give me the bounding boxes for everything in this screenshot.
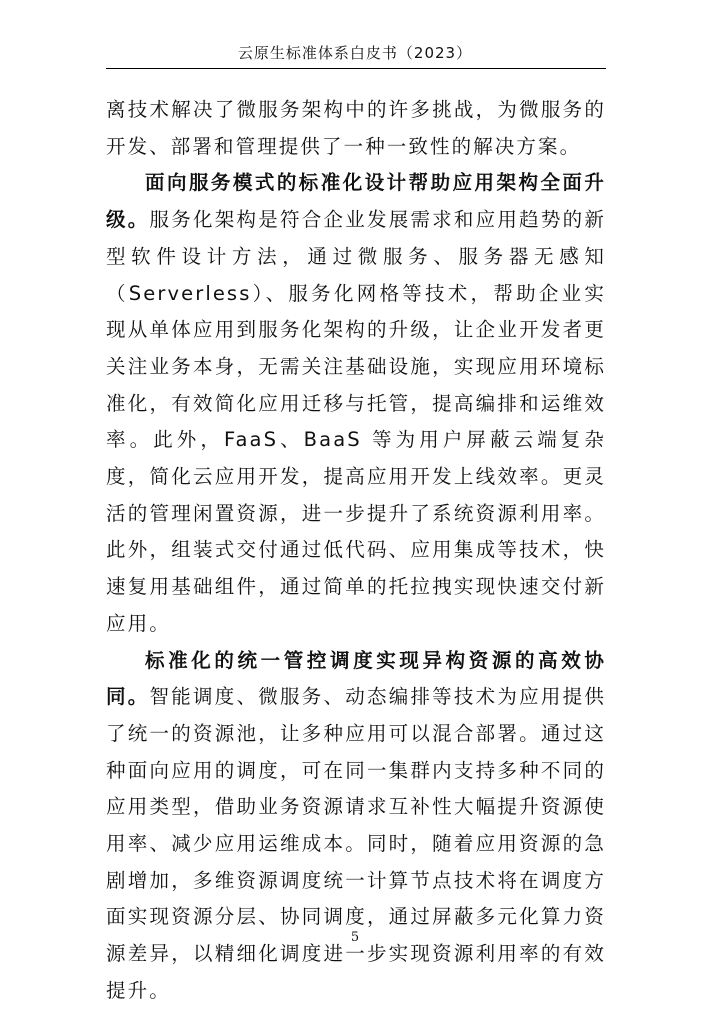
header-divider — [106, 68, 606, 69]
paragraph-text: 服务化架构是符合企业发展需求和应用趋势的新型软件设计方法，通过微服务、服务器无感知（Serverless）、服务化网格等技术，帮助企业实现从单体应用到服务化架构的升级，让企业开发者更关注业务本身，无需关注基础设施，实现应用环境标准化，有效简化应用迁移与托管，提高编排和运维效率。此外，FaaS、BaaS 等为用户屏蔽云端复杂度，简化云应用开发，提高应用开发上线效率。更灵活的管理闲置资源，进一步提升了系统资源利用率。此外，组装式交付通过低代码、应用集成等技术，快速复用基础组件，通过简单的托拉拽实现快速交付新应用。 — [106, 208, 606, 635]
paragraph-continuation — [106, 92, 606, 165]
paragraph-lead-heading: 面向服务模式的标准化设计帮助应用架构全面升级。 — [106, 171, 606, 232]
paragraph-service-architecture — [106, 165, 606, 642]
document-body — [106, 92, 606, 1010]
paragraph-text: 离技术解决了微服务架构中的许多挑战，为微服务的开发、部署和管理提供了一种一致性的解决方案。 — [106, 98, 606, 158]
paragraph-lead-heading: 标准化的统一管控调度实现异构资源的高效协同。 — [106, 648, 606, 709]
page-number: 5 — [350, 930, 360, 945]
paragraph-text: 智能调度、微服务、动态编排等技术为应用提供了统一的资源池，让多种应用可以混合部署。通过这种面向应用的调度，可在同一集群内支持多种不同的应用类型，借助业务资源请求互补性大幅提升资源使用率、减少应用运维成本。同时，随着应用资源的急剧增加，多维资源调度统一计算节点技术将在调度方面实现资源分层、协同调度，通过屏蔽多元化算力资源差异，以精细化调度进一步实现资源利用率的有效提升。 — [106, 685, 606, 1002]
running-header: 云原生标准体系白皮书（2023） — [237, 44, 473, 62]
paragraph-resource-scheduling — [106, 643, 606, 1010]
